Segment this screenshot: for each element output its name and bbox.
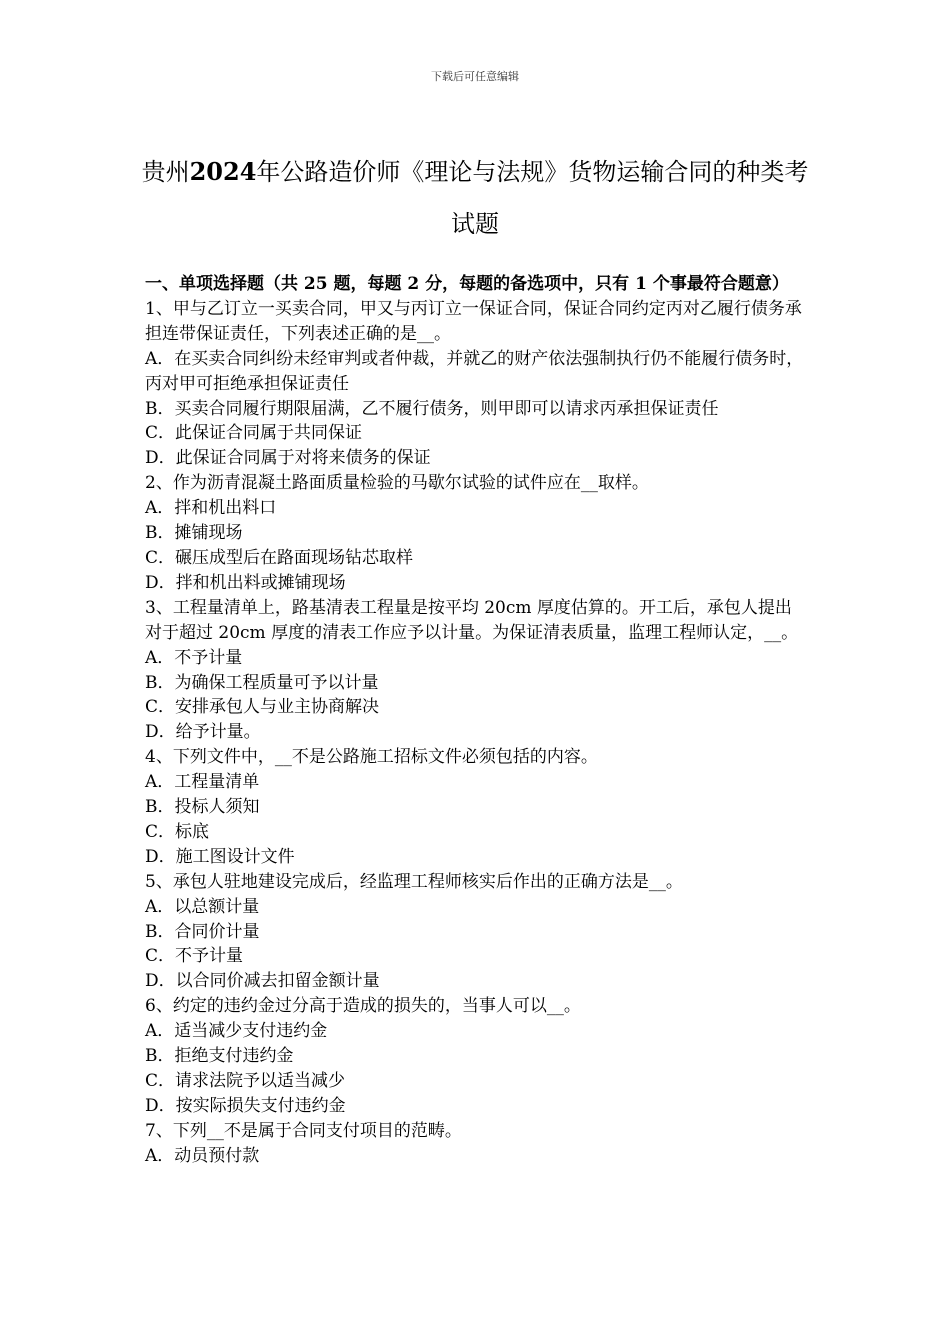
question-6-option-c: C．请求法院予以适当减少 — [145, 1071, 346, 1091]
question-2-option-b: B．摊铺现场 — [145, 523, 243, 544]
question-2-option-a: A．拌和机出料口 — [145, 498, 277, 519]
question-3-option-d: D．给予计量。 — [145, 722, 261, 743]
question-2-option-d: D．拌和机出料或摊铺现场 — [145, 572, 346, 593]
question-1-option-d: D．此保证合同属于对将来债务的保证 — [145, 448, 431, 469]
question-5: 5、承包人驻地建设完成后，经监理工程师核实后作出的正确方法是__。 — [145, 871, 683, 892]
question-3-option-b: B．为确保工程质量可予以计量 — [145, 672, 379, 693]
question-1-option-c: C．此保证合同属于共同保证 — [145, 423, 363, 444]
title-suffix: 年公路造价师《理论与法规》货物运输合同的种类考试题 — [256, 158, 809, 238]
question-7: 7、下列__不是属于合同支付项目的范畴。 — [145, 1120, 462, 1141]
question-6-option-b: B．拒绝支付违约金 — [145, 1046, 294, 1067]
question-6: 6、约定的违约金过分高于造成的损失的，当事人可以__。 — [145, 996, 581, 1017]
question-4-option-d: D．施工图设计文件 — [145, 846, 295, 867]
title-prefix: 贵州 — [141, 158, 190, 186]
question-2-option-c: C．碾压成型后在路面现场钻芯取样 — [145, 547, 414, 568]
question-3-option-a: A．不予计量 — [145, 647, 243, 668]
section-heading: 一、单项选择题（共 25 题，每题 2 分，每题的备选项中，只有 1 个事最符合题意） — [145, 274, 789, 294]
title-year: 2024 — [189, 157, 257, 186]
question-4: 4、下列文件中，__不是公路施工招标文件必须包括的内容。 — [145, 747, 598, 768]
question-2: 2、作为沥青混凝土路面质量检验的马歇尔试验的试件应在__取样。 — [145, 473, 649, 494]
question-6-option-a: A．适当减少支付违约金 — [145, 1021, 328, 1042]
question-7-option-a: A．动员预付款 — [145, 1145, 260, 1166]
question-1: 1、甲与乙订立一买卖合同，甲又与丙订立一保证合同，保证合同约定丙对乙履行债务承担连带保证责任，下列表述正确的是__。 — [145, 298, 802, 344]
question-1-option-a: A．在买卖合同纠纷未经审判或者仲裁，并就乙的财产依法强制执行仍不能履行债务时，丙对甲可拒绝承担保证责任 — [145, 348, 804, 394]
question-5-option-c: C．不予计量 — [145, 946, 244, 967]
question-3: 3、工程量清单上，路基清表工程量是按平均 20cm 厚度估算的。开工后，承包人提出对于超过 20cm 厚度的清表工作应予以计量。为保证清表质量，监理工程师认定，__。 — [145, 597, 799, 643]
question-4-option-c: C．标底 — [145, 821, 210, 842]
document-body — [145, 272, 807, 1169]
question-5-option-d: D．以合同价减去扣留金额计量 — [145, 971, 380, 992]
question-4-option-a: A．工程量清单 — [145, 772, 260, 793]
question-1-option-b: B．买卖合同履行期限届满，乙不履行债务，则甲即可以请求丙承担保证责任 — [145, 398, 719, 419]
question-6-option-d: D．按实际损失支付违约金 — [145, 1095, 346, 1116]
header-note: 下载后可任意编辑 — [431, 70, 519, 83]
question-5-option-b: B．合同价计量 — [145, 921, 260, 942]
document-title — [130, 146, 820, 250]
question-4-option-b: B．投标人须知 — [145, 797, 260, 818]
question-5-option-a: A．以总额计量 — [145, 896, 260, 917]
question-3-option-c: C．安排承包人与业主协商解决 — [145, 697, 380, 718]
